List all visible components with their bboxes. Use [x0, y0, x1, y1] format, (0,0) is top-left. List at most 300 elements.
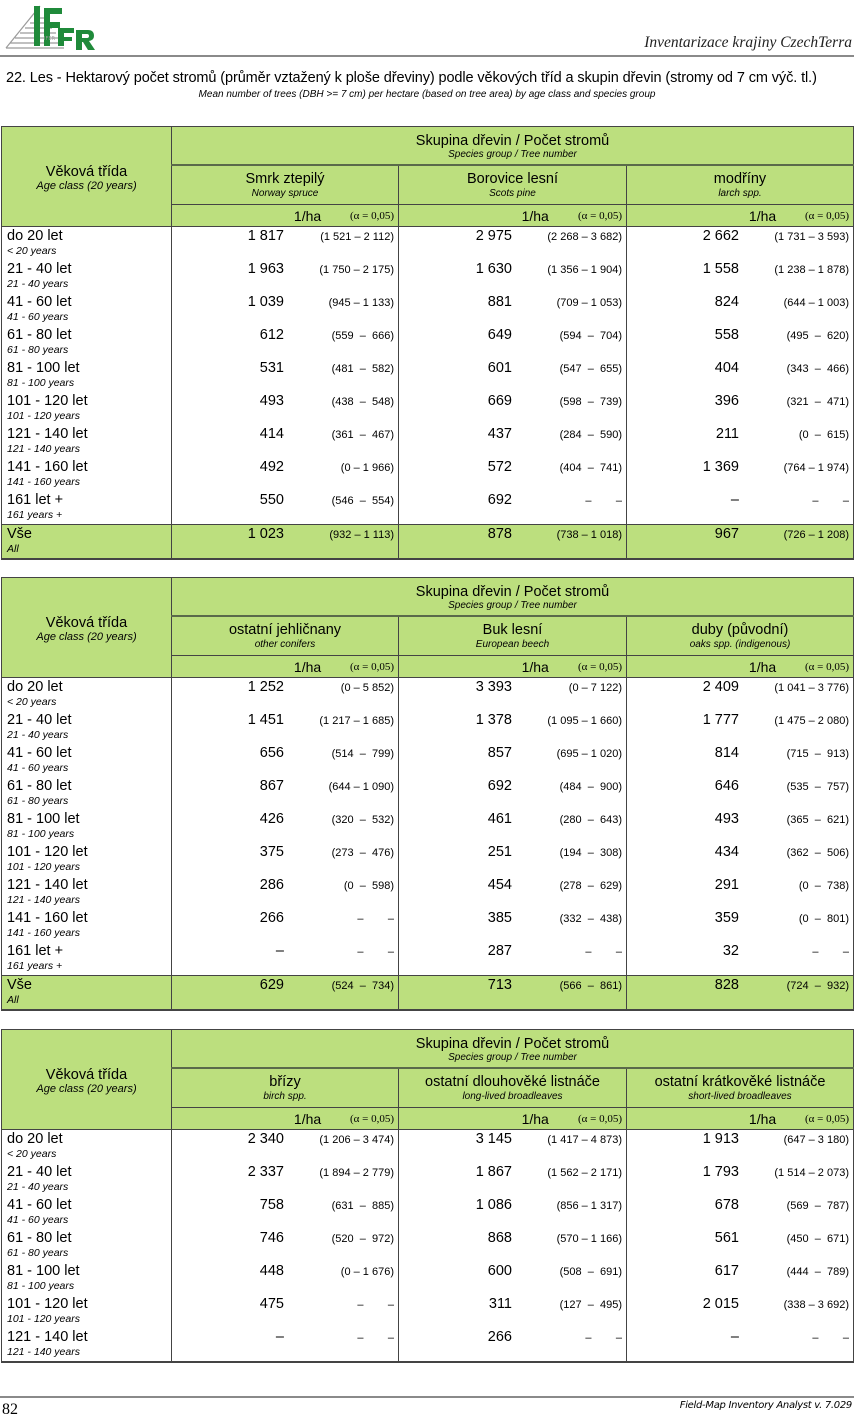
unit-header — [627, 1108, 854, 1130]
trees-per-ha-value: 1 086 — [475, 1197, 512, 1213]
confidence-interval: (644 – 1 003) — [783, 297, 849, 309]
species-header — [627, 1068, 854, 1108]
species-group-header-cz: Skupina dřevin / Počet stromů — [415, 133, 610, 149]
value-cell — [399, 678, 627, 712]
header-row-group — [2, 127, 854, 166]
trees-per-ha-value: 2 975 — [475, 228, 512, 244]
confidence-interval: (932 – 1 113) — [329, 529, 394, 541]
age-class-en: 121 - 140 years — [7, 1346, 80, 1358]
confidence-interval: (709 – 1 053) — [556, 297, 622, 309]
confidence-interval: (598 – 739) — [559, 396, 622, 408]
trees-per-ha-value: – — [730, 492, 739, 508]
confidence-interval: (570 – 1 166) — [556, 1233, 622, 1245]
species-header — [399, 616, 627, 656]
trees-per-ha-value: 359 — [714, 910, 739, 926]
confidence-level-label: (α = 0,05) — [349, 1113, 394, 1125]
value-cell — [172, 744, 399, 777]
age-class-cz: 121 - 140 let — [7, 426, 88, 442]
age-class-en: 41 - 60 years — [7, 311, 69, 323]
total-row — [2, 525, 854, 560]
value-cell — [172, 711, 399, 744]
confidence-interval: (0 – 801) — [798, 913, 849, 925]
trees-per-ha-value: 437 — [487, 426, 512, 442]
species-name-cz: břízy — [269, 1074, 301, 1090]
trees-per-ha-value: – — [730, 1329, 739, 1345]
value-cell — [627, 1295, 854, 1328]
confidence-interval: (1 894 – 2 779) — [319, 1167, 394, 1179]
age-class-cell — [2, 260, 172, 293]
age-class-header-en: Age class (20 years) — [36, 630, 137, 643]
trees-per-ha-value: 857 — [487, 745, 512, 761]
confidence-interval: (332 – 438) — [559, 913, 622, 925]
trees-per-ha-value: 868 — [487, 1230, 512, 1246]
unit-label: 1/ha — [293, 659, 322, 675]
confidence-interval: – – — [357, 1299, 394, 1311]
value-cell — [627, 876, 854, 909]
species-header — [172, 165, 399, 205]
age-class-cz: 61 - 80 let — [7, 327, 72, 343]
value-cell — [627, 1130, 854, 1164]
table-row — [2, 425, 854, 458]
trees-per-ha-value: 375 — [259, 844, 284, 860]
value-cell — [627, 1196, 854, 1229]
age-class-cz: 81 - 100 let — [7, 811, 80, 827]
species-header — [172, 1068, 399, 1108]
confidence-interval: – – — [812, 946, 849, 958]
value-cell — [627, 909, 854, 942]
age-class-cell — [2, 1295, 172, 1328]
confidence-interval: (343 – 466) — [786, 363, 849, 375]
age-class-cz: 81 - 100 let — [7, 360, 80, 376]
trees-per-ha-value: 878 — [487, 526, 512, 542]
confidence-interval: (1 238 – 1 878) — [774, 264, 849, 276]
unit-header — [399, 656, 627, 678]
age-class-en: 61 - 80 years — [7, 1247, 69, 1259]
confidence-interval: (695 – 1 020) — [556, 748, 622, 760]
age-class-cell — [2, 293, 172, 326]
value-cell — [172, 843, 399, 876]
value-cell — [627, 392, 854, 425]
data-table-2 — [1, 577, 854, 1011]
confidence-interval: (2 268 – 3 682) — [547, 231, 622, 243]
value-cell — [172, 942, 399, 976]
age-class-cz: 121 - 140 let — [7, 1329, 88, 1345]
trees-per-ha-value: 493 — [714, 811, 739, 827]
age-class-en: 21 - 40 years — [7, 729, 69, 741]
confidence-level-label: (α = 0,05) — [577, 210, 622, 222]
age-class-cz: 21 - 40 let — [7, 1164, 72, 1180]
age-class-cell — [2, 1196, 172, 1229]
confidence-interval: (644 – 1 090) — [328, 781, 394, 793]
species-name-cz: Borovice lesní — [466, 171, 559, 187]
age-class-header — [2, 1030, 172, 1130]
value-cell — [399, 1196, 627, 1229]
age-class-cz: 101 - 120 let — [7, 844, 88, 860]
species-name-cz: modříny — [713, 171, 767, 187]
age-class-cell — [2, 458, 172, 491]
age-class-cz: 21 - 40 let — [7, 712, 72, 728]
trees-per-ha-value: 291 — [714, 877, 739, 893]
table-title: 22. Les - Hektarový počet stromů (průměr vztažený k ploše dřeviny) podle věkových tříd a skupin dřevin (stromy od 7 cm výč. tl.) — [6, 70, 817, 86]
confidence-interval: (1 206 – 3 474) — [319, 1134, 394, 1146]
trees-per-ha-value: 2 340 — [247, 1131, 284, 1147]
species-name-en: European beech — [475, 639, 550, 650]
confidence-level-label: (α = 0,05) — [577, 1113, 622, 1125]
species-name-cz: ostatní jehličnany — [228, 622, 342, 638]
age-class-en: 81 - 100 years — [7, 1280, 75, 1292]
age-class-cz: 21 - 40 let — [7, 261, 72, 277]
age-class-cz: 81 - 100 let — [7, 1263, 80, 1279]
table-row — [2, 293, 854, 326]
confidence-interval: – – — [357, 946, 394, 958]
trees-per-ha-value: 561 — [714, 1230, 739, 1246]
value-cell — [627, 1163, 854, 1196]
value-cell — [627, 810, 854, 843]
confidence-interval: (566 – 861) — [559, 980, 622, 992]
trees-per-ha-value: 2 409 — [702, 679, 739, 695]
species-header — [627, 165, 854, 205]
age-class-en: 101 - 120 years — [7, 861, 80, 873]
confidence-interval: (647 – 3 180) — [783, 1134, 849, 1146]
unit-label: 1/ha — [521, 208, 549, 224]
value-cell — [172, 525, 399, 560]
age-class-en: 61 - 80 years — [7, 795, 69, 807]
age-class-en: < 20 years — [7, 245, 57, 257]
age-class-cz: 41 - 60 let — [7, 745, 72, 761]
species-name-en: long-lived broadleaves — [462, 1091, 563, 1102]
confidence-interval: (594 – 704) — [559, 330, 622, 342]
value-cell — [172, 678, 399, 712]
confidence-interval: – – — [812, 495, 849, 507]
total-row — [2, 976, 854, 1011]
table-row — [2, 227, 854, 261]
value-cell — [172, 1196, 399, 1229]
value-cell — [172, 491, 399, 525]
trees-per-ha-value: 1 817 — [247, 228, 284, 244]
confidence-level-label: (α = 0,05) — [804, 661, 849, 673]
age-class-cz: Vše — [7, 977, 32, 993]
trees-per-ha-value: – — [275, 943, 284, 959]
unit-label: 1/ha — [748, 1111, 777, 1127]
value-cell — [172, 1163, 399, 1196]
age-class-cz: 61 - 80 let — [7, 1230, 72, 1246]
value-cell — [627, 525, 854, 560]
trees-per-ha-value: 286 — [259, 877, 284, 893]
confidence-interval: (524 – 734) — [331, 980, 394, 992]
table-row — [2, 678, 854, 712]
confidence-interval: (1 095 – 1 660) — [547, 715, 622, 727]
data-table-1 — [1, 126, 854, 560]
age-class-cell — [2, 326, 172, 359]
table-row — [2, 1163, 854, 1196]
trees-per-ha-value: 492 — [259, 459, 284, 475]
confidence-interval: (715 – 913) — [786, 748, 849, 760]
confidence-interval: (1 417 – 4 873) — [547, 1134, 622, 1146]
trees-per-ha-value: 558 — [714, 327, 739, 343]
trees-per-ha-value: 1 039 — [247, 294, 284, 310]
table-row — [2, 491, 854, 525]
value-cell — [399, 876, 627, 909]
value-cell — [399, 744, 627, 777]
species-name-cz: Buk lesní — [482, 622, 543, 638]
species-group-header-cz: Skupina dřevin / Počet stromů — [415, 584, 610, 600]
trees-per-ha-value: 1 913 — [702, 1131, 739, 1147]
trees-per-ha-value: 828 — [714, 977, 739, 993]
species-name-cz: duby (původní) — [691, 622, 789, 638]
age-class-en: All — [7, 994, 19, 1006]
age-class-header-cz: Věková třída — [45, 614, 128, 631]
value-cell — [399, 777, 627, 810]
age-class-cz: 161 let + — [7, 492, 64, 508]
table-row — [2, 1295, 854, 1328]
species-name-en: birch spp. — [263, 1091, 307, 1102]
confidence-interval: – – — [585, 495, 622, 507]
trees-per-ha-value: 1 252 — [247, 679, 284, 695]
age-class-cell — [2, 1130, 172, 1164]
age-class-cell — [2, 525, 172, 560]
trees-per-ha-value: 1 963 — [247, 261, 284, 277]
trees-per-ha-value: 746 — [259, 1230, 284, 1246]
value-cell — [172, 458, 399, 491]
confidence-interval: (321 – 471) — [786, 396, 849, 408]
age-class-cz: 141 - 160 let — [7, 459, 88, 475]
species-header — [627, 616, 854, 656]
confidence-interval: (0 – 5 852) — [340, 682, 394, 694]
confidence-interval: (856 – 1 317) — [556, 1200, 622, 1212]
value-cell — [627, 293, 854, 326]
value-cell — [399, 293, 627, 326]
confidence-interval: (0 – 738) — [798, 880, 849, 892]
value-cell — [172, 425, 399, 458]
value-cell — [172, 392, 399, 425]
unit-header — [627, 205, 854, 227]
age-class-en: 21 - 40 years — [7, 1181, 69, 1193]
value-cell — [627, 843, 854, 876]
value-cell — [172, 359, 399, 392]
trees-per-ha-value: 475 — [259, 1296, 284, 1312]
species-group-header-en: Species group / Tree number — [448, 1052, 577, 1063]
age-class-cell — [2, 678, 172, 712]
age-class-cell — [2, 777, 172, 810]
header-row-group — [2, 578, 854, 617]
trees-per-ha-value: 678 — [714, 1197, 739, 1213]
confidence-interval: (945 – 1 133) — [328, 297, 394, 309]
confidence-interval: (362 – 506) — [786, 847, 849, 859]
trees-per-ha-value: 266 — [487, 1329, 512, 1345]
age-class-cz: 161 let + — [7, 943, 64, 959]
value-cell — [172, 1130, 399, 1164]
age-class-cz: 41 - 60 let — [7, 1197, 72, 1213]
confidence-interval: (726 – 1 208) — [783, 529, 849, 541]
confidence-interval: (127 – 495) — [559, 1299, 622, 1311]
confidence-interval: (320 – 532) — [331, 814, 394, 826]
value-cell — [627, 1262, 854, 1295]
species-group-header — [172, 1030, 854, 1069]
trees-per-ha-value: – — [275, 1329, 284, 1345]
trees-per-ha-value: 426 — [259, 811, 284, 827]
confidence-interval: (484 – 900) — [559, 781, 622, 793]
confidence-interval: (1 521 – 2 112) — [320, 231, 394, 243]
age-class-cell — [2, 876, 172, 909]
age-class-cz: do 20 let — [7, 228, 63, 244]
publication-title: Inventarizace krajiny CzechTerra — [644, 34, 852, 51]
trees-per-ha-value: 612 — [259, 327, 284, 343]
confidence-interval: – – — [357, 1332, 394, 1344]
trees-per-ha-value: 692 — [487, 492, 512, 508]
value-cell — [627, 744, 854, 777]
age-class-cell — [2, 392, 172, 425]
value-cell — [172, 976, 399, 1011]
age-class-cz: 121 - 140 let — [7, 877, 88, 893]
species-group-header — [172, 127, 854, 166]
trees-per-ha-value: 385 — [487, 910, 512, 926]
logo-text: IFER — [44, 36, 55, 42]
trees-per-ha-value: 266 — [259, 910, 284, 926]
confidence-interval: (1 475 – 2 080) — [774, 715, 849, 727]
trees-per-ha-value: 1 777 — [702, 712, 739, 728]
trees-per-ha-value: 3 393 — [475, 679, 512, 695]
unit-label: 1/ha — [293, 208, 322, 224]
age-class-cell — [2, 942, 172, 976]
trees-per-ha-value: 2 015 — [702, 1296, 739, 1312]
age-class-en: All — [7, 543, 19, 555]
trees-per-ha-value: 814 — [714, 745, 739, 761]
table-row — [2, 458, 854, 491]
value-cell — [627, 359, 854, 392]
value-cell — [399, 359, 627, 392]
trees-per-ha-value: 1 369 — [702, 459, 739, 475]
trees-per-ha-value: 758 — [259, 1197, 284, 1213]
trees-per-ha-value: 461 — [487, 811, 512, 827]
confidence-interval: – – — [812, 1332, 849, 1344]
age-class-en: 61 - 80 years — [7, 344, 69, 356]
trees-per-ha-value: 251 — [487, 844, 512, 860]
species-header — [172, 616, 399, 656]
trees-per-ha-value: 967 — [714, 526, 739, 542]
value-cell — [627, 942, 854, 976]
trees-per-ha-value: 646 — [714, 778, 739, 794]
age-class-cell — [2, 359, 172, 392]
age-class-cell — [2, 425, 172, 458]
table-row — [2, 942, 854, 976]
age-class-cell — [2, 1328, 172, 1362]
trees-per-ha-value: 629 — [259, 977, 284, 993]
species-name-en: larch spp. — [718, 188, 762, 199]
value-cell — [172, 293, 399, 326]
confidence-interval: (1 356 – 1 904) — [547, 264, 622, 276]
value-cell — [172, 1295, 399, 1328]
unit-header — [399, 205, 627, 227]
confidence-interval: (0 – 1 966) — [340, 462, 394, 474]
value-cell — [399, 326, 627, 359]
confidence-interval: (194 – 308) — [559, 847, 622, 859]
age-class-cell — [2, 843, 172, 876]
confidence-interval: (559 – 666) — [331, 330, 394, 342]
value-cell — [627, 326, 854, 359]
age-class-cell — [2, 711, 172, 744]
species-header — [399, 165, 627, 205]
confidence-level-label: (α = 0,05) — [349, 210, 394, 222]
age-class-en: 41 - 60 years — [7, 1214, 69, 1226]
unit-label: 1/ha — [521, 659, 549, 675]
software-credit: Field-Map Inventory Analyst v. 7.029 — [679, 1400, 852, 1411]
unit-label: 1/ha — [521, 1111, 549, 1127]
value-cell — [399, 810, 627, 843]
confidence-level-label: (α = 0,05) — [577, 661, 622, 673]
trees-per-ha-value: 550 — [259, 492, 284, 508]
value-cell — [627, 260, 854, 293]
age-class-header-en: Age class (20 years) — [36, 1082, 137, 1095]
species-name-en: Scots pine — [489, 188, 536, 199]
confidence-interval: (444 – 789) — [786, 1266, 849, 1278]
trees-per-ha-value: 1 451 — [247, 712, 284, 728]
species-name-en: short-lived broadleaves — [688, 1091, 792, 1102]
age-class-cell — [2, 491, 172, 525]
confidence-interval: (738 – 1 018) — [556, 529, 622, 541]
trees-per-ha-value: 656 — [259, 745, 284, 761]
age-class-cz: 61 - 80 let — [7, 778, 72, 794]
age-class-cell — [2, 1163, 172, 1196]
species-name-cz: ostatní krátkověké listnáče — [654, 1074, 826, 1090]
page-header — [0, 0, 854, 56]
age-class-en: 81 - 100 years — [7, 377, 75, 389]
confidence-interval: (0 – 598) — [343, 880, 394, 892]
value-cell — [627, 425, 854, 458]
table-row — [2, 876, 854, 909]
unit-header — [172, 205, 399, 227]
trees-per-ha-value: 601 — [487, 360, 512, 376]
trees-per-ha-value: 617 — [714, 1263, 739, 1279]
header-row-group — [2, 1030, 854, 1069]
value-cell — [399, 1328, 627, 1362]
trees-per-ha-value: 32 — [722, 943, 739, 959]
table-row — [2, 744, 854, 777]
footer-divider — [0, 1396, 854, 1398]
table-row — [2, 326, 854, 359]
confidence-level-label: (α = 0,05) — [349, 661, 394, 673]
trees-per-ha-value: 211 — [715, 426, 739, 442]
age-class-en: 101 - 120 years — [7, 1313, 80, 1325]
value-cell — [627, 1229, 854, 1262]
age-class-en: 161 years + — [7, 960, 63, 972]
confidence-interval: (546 – 554) — [331, 495, 394, 507]
value-cell — [399, 1130, 627, 1164]
confidence-interval: (1 217 – 1 685) — [319, 715, 394, 727]
confidence-level-label: (α = 0,05) — [804, 210, 849, 222]
trees-per-ha-value: 448 — [259, 1263, 284, 1279]
confidence-interval: (273 – 476) — [331, 847, 394, 859]
trees-per-ha-value: 454 — [487, 877, 512, 893]
trees-per-ha-value: 1 867 — [475, 1164, 512, 1180]
value-cell — [399, 909, 627, 942]
value-cell — [399, 260, 627, 293]
table-row — [2, 260, 854, 293]
confidence-interval: (547 – 655) — [559, 363, 622, 375]
confidence-interval: (631 – 885) — [331, 1200, 394, 1212]
value-cell — [399, 1262, 627, 1295]
age-class-cz: do 20 let — [7, 679, 63, 695]
value-cell — [627, 777, 854, 810]
species-header — [399, 1068, 627, 1108]
age-class-cz: 101 - 120 let — [7, 393, 88, 409]
header-divider — [0, 55, 854, 57]
value-cell — [627, 1328, 854, 1362]
trees-per-ha-value: 867 — [259, 778, 284, 794]
value-cell — [172, 1262, 399, 1295]
age-class-header — [2, 127, 172, 227]
confidence-interval: (365 – 621) — [786, 814, 849, 826]
value-cell — [399, 525, 627, 560]
